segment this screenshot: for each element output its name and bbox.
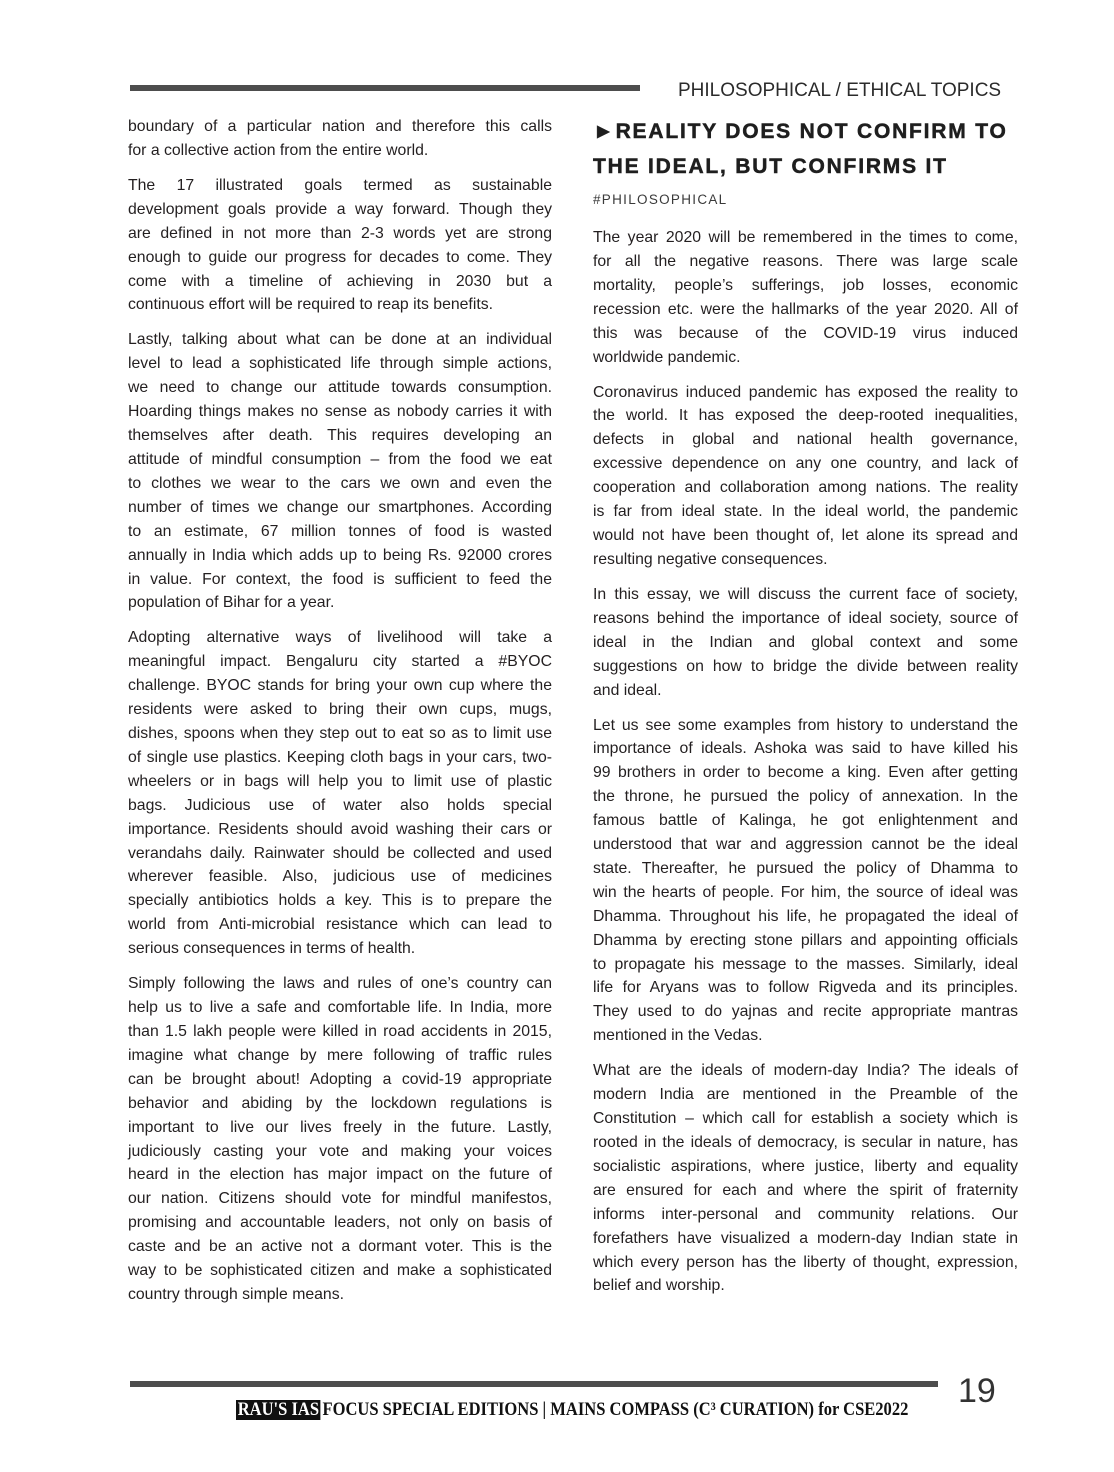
text-line: reasons behind the importance of ideal society, source of — [593, 609, 1018, 627]
text-line: Dhamma. Throughout his life, he propagated the ideal of — [593, 907, 1018, 925]
text-line: challenge. BYOC stands for bring your own cup where the — [128, 677, 552, 695]
text-line: Dhamma by erecting stone pillars and appointing officials — [593, 931, 1018, 949]
text-line: modern India are mentioned in the Preamble of the — [593, 1086, 1018, 1104]
text-line: What are the ideals of modern-day India? The ideals of — [593, 1062, 1018, 1080]
text-line: we need to change our attitude towards consumption. — [128, 379, 552, 397]
text-line: recession etc. were the hallmarks of the year 2020. All of — [593, 300, 1018, 318]
text-line: wherever feasible. Also, judicious use of medicines — [128, 868, 552, 886]
text-line: belief and worship. — [593, 1277, 725, 1295]
text-line: specially antibiotics holds a key. This is to prepare the — [128, 892, 552, 910]
text-line: Lastly, talking about what can be done at an individual — [128, 331, 552, 349]
text-line: can be brought about! Adopting a covid-19 appropriate — [128, 1070, 552, 1088]
text-line: judiciously casting your vote and making your voices — [128, 1142, 552, 1160]
body-paragraph — [593, 583, 1018, 703]
body-paragraph — [128, 174, 552, 317]
text-line: informs inter-personal and community relations. Our — [593, 1205, 1018, 1223]
body-paragraph — [128, 115, 552, 163]
body-paragraph — [593, 714, 1018, 1049]
text-line: annually in India which adds up to being Rs. 92000 crores — [128, 546, 552, 564]
text-line: excessive dependence on any one country, and lack of — [593, 455, 1018, 473]
body-paragraph — [593, 1059, 1018, 1298]
text-line: famous battle of Kalinga, he got enlightenment and — [593, 812, 1018, 830]
body-paragraph — [593, 226, 1018, 369]
text-line: meaningful impact. Bengaluru city started a #BYOC — [128, 653, 552, 671]
text-line: importance. Residents should avoid washing their cars or — [128, 820, 552, 838]
text-line: imagine what change by mere following of traffic rules — [128, 1046, 552, 1064]
text-line: In this essay, we will discuss the current face of society, — [593, 585, 1018, 603]
topic-tag: #PHILOSOPHICAL — [593, 192, 728, 207]
text-line: for all the negative reasons. There was large scale — [593, 252, 1018, 270]
text-line: defects in global and national health governance, — [593, 431, 1018, 449]
text-line: is far from ideal state. In the ideal world, the pandemic — [593, 503, 1018, 521]
text-line: would not have been thought of, let alone its spread and — [593, 526, 1018, 544]
text-line: important to live our lives freely in the future. Lastly, — [128, 1118, 552, 1136]
text-line: are ensured for each and where the spirit of fraternity — [593, 1181, 1018, 1199]
text-line: state. Thereafter, he pursued the policy of Dhamma to — [593, 859, 1018, 877]
text-line: heard in the election has major impact on the future of — [128, 1166, 552, 1184]
text-line: The year 2020 will be remembered in the times to come, — [593, 229, 1018, 246]
right-column — [593, 226, 1018, 1309]
text-line: help us to live a safe and comfortable life. In India, more — [128, 999, 552, 1017]
text-line: world from Anti-microbial resistance which can lead to — [128, 916, 552, 934]
text-line: continuous effort will be required to reap its benefits. — [128, 296, 494, 314]
text-line: verandahs daily. Rainwater should be collected and used — [128, 844, 552, 862]
text-line: of single use plastics. Keeping cloth bags in your cars, two- — [128, 748, 552, 766]
text-line: promising and accountable leaders, not only on basis of — [128, 1214, 552, 1232]
text-line: serious consequences in terms of health. — [128, 940, 416, 958]
text-line: resulting negative consequences. — [593, 550, 828, 568]
text-line: mentioned in the Vedas. — [593, 1027, 763, 1045]
text-line: for a collective action from the entire world. — [128, 141, 429, 159]
text-line: behavior and abiding by the lockdown regulations is — [128, 1094, 552, 1112]
text-line: residents were asked to bring their own cups, mugs, — [128, 701, 552, 719]
text-line: caste and be an active not a dormant voter. This is the — [128, 1238, 552, 1256]
text-line: enough to guide our progress for decades to come. They — [128, 248, 552, 266]
text-line: attitude of mindful consumption – from the food we eat — [128, 450, 552, 468]
text-line: in value. For context, the food is sufficient to feed the — [128, 570, 552, 588]
text-line: Coronavirus induced pandemic has exposed the reality to — [593, 383, 1018, 401]
text-line: importance of ideals. Ashoka was said to have killed his — [593, 740, 1018, 758]
footer-brand-badge: RAU'S IAS — [237, 1399, 320, 1420]
text-line: country through simple means. — [128, 1285, 344, 1303]
text-line: cooperation and collaboration among nations. The reality — [593, 479, 1018, 497]
section-title: PHILOSOPHICAL / ETHICAL TOPICS — [678, 80, 1002, 101]
text-line: Adopting alternative ways of livelihood will take a — [128, 629, 552, 647]
text-line: suggestions on how to bridge the divide between reality — [593, 657, 1018, 675]
text-line: win the hearts of people. For him, the source of ideal was — [593, 883, 1018, 901]
article-heading-line: ►REALITY DOES NOT CONFIRM TO — [593, 120, 1008, 143]
text-line: to propagate his message to the masses. Similarly, ideal — [593, 955, 1018, 973]
text-line: wheelers or in bags will help you to limit use of plastic — [128, 772, 552, 790]
footer-line — [236, 1400, 908, 1420]
page-number: 19 — [958, 1372, 996, 1410]
text-line: They used to do yajnas and recite appropriate mantras — [593, 1003, 1018, 1021]
left-column — [128, 115, 552, 1318]
text-line: the throne, he pursued the policy of annexation. In the — [593, 788, 1018, 806]
text-line: than 1.5 lakh people were killed in road accidents in 2015, — [128, 1023, 552, 1040]
text-line: development goals provide a way forward. Though they — [128, 200, 552, 218]
text-line: socialistic aspirations, where justice, liberty and equality — [593, 1157, 1018, 1175]
body-paragraph — [128, 972, 552, 1307]
footer-rule — [130, 1381, 938, 1387]
text-line: boundary of a particular nation and therefore this calls — [128, 118, 552, 135]
text-line: understood that war and aggression cannot be the ideal — [593, 836, 1018, 854]
text-line: forefathers have visualized a modern-day Indian state in — [593, 1229, 1018, 1247]
text-line: population of Bihar for a year. — [128, 594, 335, 612]
article-heading-line: THE IDEAL, BUT CONFIRMS IT — [593, 155, 948, 178]
text-line: rooted in the ideals of democracy, is secular in nature, has — [593, 1134, 1018, 1151]
text-line: our nation. Citizens should vote for mindful manifestos, — [128, 1190, 552, 1208]
text-line: Hoarding things makes no sense as nobody carries it with — [128, 403, 552, 421]
body-paragraph — [128, 328, 552, 615]
text-line: level to lead a sophisticated life through simple actions, — [128, 355, 552, 373]
footer-edition-text: FOCUS SPECIAL EDITIONS | MAINS COMPASS (C³ CURATION) for CSE2022 — [322, 1399, 909, 1420]
text-line: Constitution – which call for establish a society which is — [593, 1110, 1018, 1128]
text-line: mortality, people’s sufferings, job losses, economic — [593, 276, 1018, 294]
text-line: Simply following the laws and rules of one’s country can — [128, 975, 552, 993]
body-paragraph — [593, 381, 1018, 572]
text-line: 99 brothers in order to become a king. Even after getting — [593, 764, 1018, 782]
text-line: bags. Judicious use of water also holds special — [128, 796, 552, 814]
text-line: life for Aryans was to follow Rigveda and its principles. — [593, 979, 1018, 997]
text-line: are defined in not more than 2-3 words yet are strong — [128, 224, 552, 242]
body-paragraph — [128, 626, 552, 961]
text-line: worldwide pandemic. — [593, 348, 741, 366]
text-line: and ideal. — [593, 681, 662, 699]
text-line: ideal in the Indian and global context and some — [593, 633, 1018, 651]
text-line: The 17 illustrated goals termed as sustainable — [128, 176, 552, 194]
text-line: to an estimate, 67 million tonnes of food is wasted — [128, 522, 552, 540]
text-line: number of times we change our smartphones. According — [128, 498, 552, 516]
header-rule — [130, 85, 640, 91]
text-line: come with a timeline of achieving in 2030 but a — [128, 272, 552, 290]
text-line: way to be sophisticated citizen and make a sophisticated — [128, 1262, 552, 1280]
text-line: dishes, spoons when they step out to eat so as to limit use — [128, 725, 552, 743]
text-line: this was because of the COVID-19 virus induced — [593, 324, 1018, 342]
text-line: to clothes we wear to the cars we own and even the — [128, 474, 552, 492]
text-line: themselves after death. This requires developing an — [128, 427, 552, 445]
article-heading — [593, 114, 1053, 184]
text-line: which every person has the liberty of thought, expression, — [593, 1253, 1018, 1271]
text-line: Let us see some examples from history to understand the — [593, 716, 1018, 734]
text-line: the world. It has exposed the deep-rooted inequalities, — [593, 407, 1018, 425]
